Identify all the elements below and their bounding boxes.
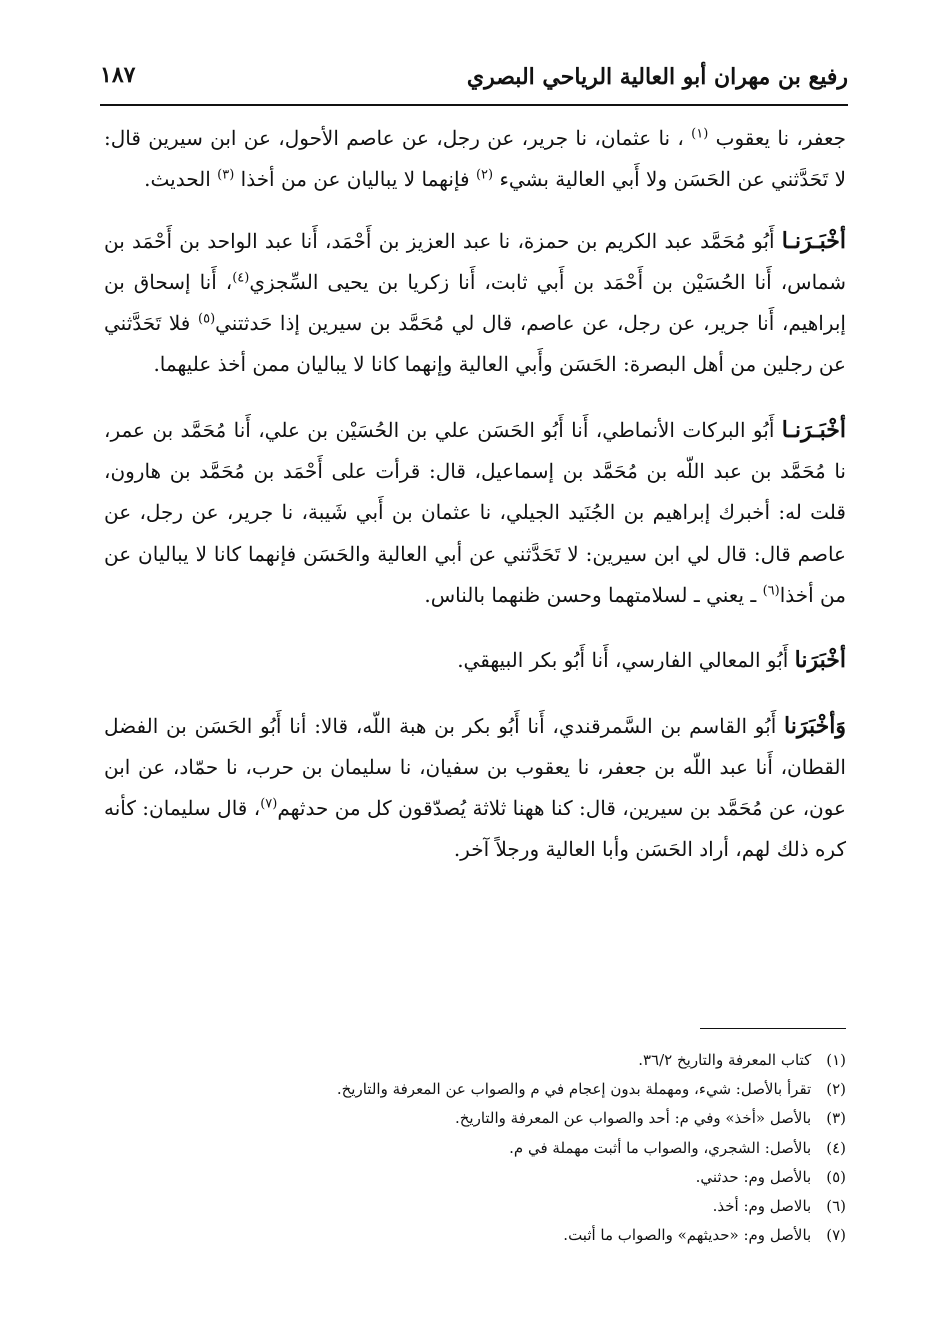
paragraph-2 (104, 221, 846, 386)
text-segment: أَبُو القاسم بن السَّمرقندي، أَنا أَبُو بكر بن هبة اللّه، قالا: أنا أَبُو الحَسَن بن الفضل القطان، أَنا عبد اللّه بن جعفر، نا يعقوب بن سفيان، نا سليمان بن حرب، نا حمّاد، عن ابن عون، عن مُحَمَّد بن سيرين، قال: كنا ههنا ثلاثة يُصدّقون كل من حدثهم (104, 713, 846, 821)
footnote-ref: (٥) (198, 311, 216, 327)
footnote-item (110, 1134, 846, 1163)
text-segment: ـ يعني ـ لسلامتهما وحسن ظنهما بالناس. (424, 582, 763, 607)
text-segment: فإنهما لا يباليان عن من أخذا (234, 167, 476, 192)
text-segment: جعفر، نا يعقوب (708, 126, 846, 150)
isnad-lead: أخْبَرَنا (794, 647, 846, 674)
footnote-item (110, 1221, 846, 1250)
text-segment: ، نا عثمان، نا جرير، عن رجل، عن عاصم الأحول، عن ابن سيرين قال: لا تَحَدَّثني عن الحَسَن ولا أَبي العالية بشيء (104, 126, 846, 192)
footnote-text: بالأصل «أخذ» وفي م: أحد والصواب عن المعرفة والتاريخ. (454, 1109, 812, 1128)
footnote-number: (٥) (826, 1167, 846, 1186)
footnote-separator (700, 1028, 846, 1029)
isnad-lead: أخْبَـرَنـا (781, 416, 846, 443)
paragraph-spacer (104, 386, 846, 410)
footnote-item (110, 1046, 846, 1075)
footnote-ref: (٣) (217, 167, 235, 183)
isnad-lead: وَأخْبَرَنا (784, 712, 846, 739)
footnote-text: تقرأ بالأصل: شيء، ومهملة بدون إعجام في م والصواب عن المعرفة والتاريخ. (336, 1080, 812, 1099)
footnote-number: (١) (826, 1051, 846, 1069)
footnote-ref: (٧) (260, 796, 278, 812)
paragraph-spacer (104, 616, 846, 640)
footnote-item (110, 1104, 846, 1133)
text-segment: أَبُو المعالي الفارسي، أَنا أَبُو بكر البيهقي. (457, 648, 795, 673)
footnote-number: (٧) (826, 1226, 846, 1245)
footnote-text: بالاصل وم: أخذ. (712, 1197, 812, 1216)
header-title: رفيع بن مهران أبو العالية الرياحي البصري (466, 64, 848, 90)
main-text (104, 118, 846, 871)
text-segment: أَبُو البركات الأنماطي، أَنا أَبُو الحَسَن علي بن الحُسَيْن بن علي، أَنا مُحَمَّد بن عمر، نا مُحَمَّد بن عبد اللّه بن مُحَمَّد بن إسماعيل، قال: قرأت على أَحْمَد بن مُحَمَّد بن هارون، قلت له: أخبرك إبراهيم بن الجُنَيد الجيلي، نا عثمان بن أَبي شَيبة، نا جرير، عن رجل، عن عاصم قال: قال لي ابن سيرين: لا تَحَدَّثني عن أبي العالية والحَسَن فإنهما كانا لا يباليان عن من أخذا (104, 417, 846, 607)
header-rule (100, 104, 848, 106)
footnotes (110, 1046, 846, 1250)
paragraph-3 (104, 410, 846, 616)
isnad-lead: أخْبَـرَنـا (781, 227, 846, 254)
footnote-number: (٦) (826, 1197, 846, 1216)
footnote-item (110, 1075, 846, 1104)
text-segment: ، أَنا إسحاق بن إبراهيم، أَنا جرير، عن رجل، عن عاصم، قال لي مُحَمَّد بن سيرين إذا حَدثتني (104, 269, 846, 336)
running-header (100, 58, 848, 102)
paragraph-5 (104, 706, 846, 871)
paragraph-spacer (104, 682, 846, 706)
footnote-item (110, 1192, 846, 1221)
text-segment: ، قال سليمان: كأنه كره ذلك لهم، أراد الحَسَن وأبا العالية ورجلاً آخر. (104, 796, 846, 862)
footnote-text: بالأصل وم: «حديثهم» والصواب ما أثبت. (563, 1226, 812, 1245)
text-segment: الحديث. (144, 167, 218, 192)
footnote-text: كتاب المعرفة والتاريخ ٣٦/٢. (638, 1051, 812, 1069)
footnote-ref: (١) (691, 126, 709, 142)
footnote-number: (٢) (826, 1080, 846, 1099)
footnote-ref: (٢) (475, 167, 494, 183)
footnote-number: (٤) (826, 1138, 846, 1157)
footnote-text: بالأصل وم: حدثني. (695, 1167, 812, 1186)
footnote-number: (٣) (826, 1109, 846, 1128)
footnote-ref: (٤) (232, 270, 250, 286)
text-segment: فلا تَحَدَّثني عن رجلين من أهل البصرة: الحَسَن وأَبي العالية وإنهما كانا لا يباليان ممن أخذ عليهما. (104, 311, 846, 377)
text-segment: أَبُو مُحَمَّد عبد الكريم بن حمزة، نا عبد العزيز بن أَحْمَد، أَنا عبد الواحد بن أَحْمَد بن شماس، أَنا الحُسَيْن بن أَحْمَد بن أَبي ثابت، أَنا زكريا بن يحيى السِّجزي (104, 228, 846, 294)
footnote-text: بالأصل: الشجري، والصواب ما أثبت مهملة في م. (509, 1138, 812, 1157)
footnote-ref: (٦) (762, 583, 780, 599)
paragraph-1 (104, 118, 846, 201)
footnote-item (110, 1163, 846, 1192)
paragraph-spacer (104, 201, 846, 221)
page-number: ١٨٧ (100, 62, 136, 88)
paragraph-4 (104, 640, 846, 681)
